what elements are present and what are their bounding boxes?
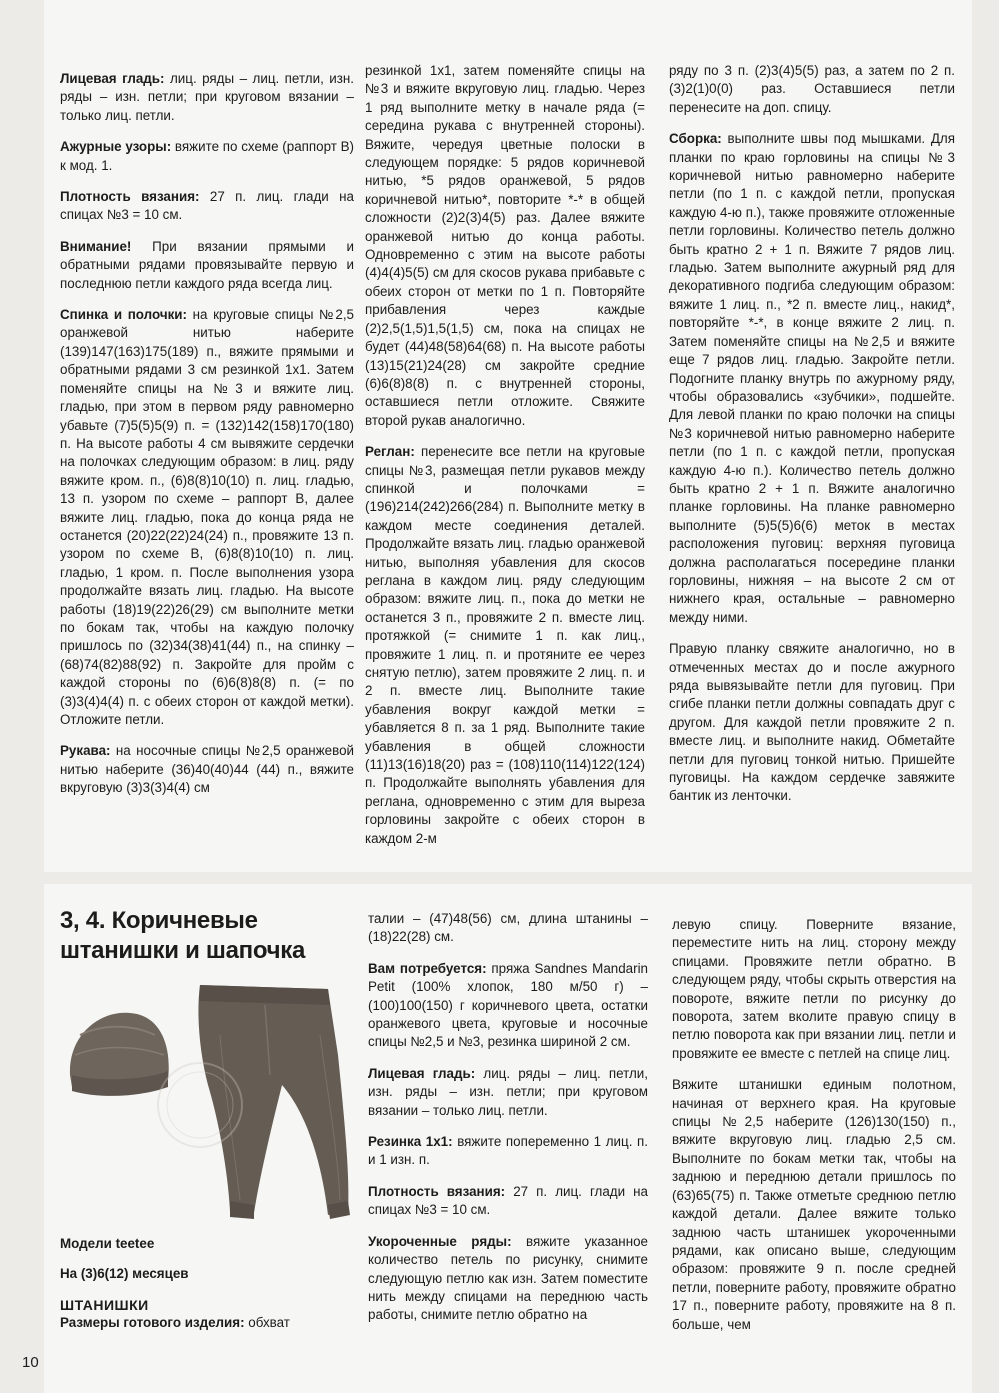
paragraph-text: на круговые спицы №2,5 оранжевой нитью наберите (139)147(163)175(189) п., вяжите прямыми и обратными рядами 3 см резинкой 1х1. Затем поменяйте спицы на №3 и вяжите лиц. гладью, при этом в первом ряду равномерно убавьте (7)5(5)5(9) п. = (132)142(158)170(180) п. На высоте работы 4 см вывяжите сердечки на полочках следующим образом: в лиц. ряду вяжите кром. п., (6)8(8)10(10) п. лиц. гладью, 13 п. узором по схеме – раппорт В, далее вяжите лиц. гладью, пока до конца ряда не останется (20)22(22)24(24) п., провяжите 13 п. узором по схеме В, (6)8(8)10(10) п. лиц. гладью, 1 кром. п. После выполнения узора продолжайте вязать лиц. гладью. На высоте работы (18)19(22)26(29) см выполните метки по бокам так, чтобы на каждую полочку пришлось по (32)34(38)41(44) п., на спинку – (68)74(82)88(92) п. Закройте для пройм с каждой стороны по (6)6(8)8(8) п. (= по (3)3(4)4(4) п. с обеих сторон от каждой метки). Отложите петли.	[60, 307, 354, 727]
paragraph-text: 27 п. лиц. глади на спицах №3 = 10 см.	[368, 1183, 648, 1218]
paragraph-text: резинкой 1х1, затем поменяйте спицы на №3 и вяжите вкруговую лиц. гладью. Через 1 ряд выполните метку в начале ряда (= середина рукава с внутренней стороны). Вяжите, чередуя цветные полоски в следующем порядке: 5 рядов коричневой нитью, *5 рядов оранжевой, 5 рядов коричневой нитью*, повторите *-* в общей сложности (2)2(3)4(5) раз. Далее вяжите оранжевой нитью до конца работы. Одновременно с этим на высоте работы (4)4(4)5(5) см для скосов рукава прибавьте с обеих сторон от метки по 1 п. Повторяйте прибавления через каждые (2)2,5(1,5)1,5(1,5) см, пока на спицах не будет (44)48(58)64(68) п. На высоте работы (13)15(21)24(28) см закройте средние (6)6(8)8(8) п. с внутренней стороны, оставшиеся петли отложите. Свяжите второй рукав аналогично.	[365, 63, 645, 428]
paragraph-label: Плотность вязания:	[60, 189, 200, 205]
paragraph-text: лиц. ряды – лиц. петли, изн. ряды – изн. петли; при круговом вязании – только лиц. петли.	[60, 71, 355, 123]
left-info-block	[60, 1235, 360, 1333]
paragraph-text: Вяжите штанишки единым полотном, начиная от верхнего края. На круговые спицы №2,5 наберите (126)130(150) п., вяжите вкруговую лиц. гладью 2,5 см. Выполните по бокам метки так, чтобы на заднюю и переднюю детали пришлось по (63)65(75) п. Также отметьте среднюю петлю каждой детали. Далее вяжите только заднюю часть штанишек укороченными рядами, как описано выше, следующим образом: провяжите 9 п. после средней петли, поверните работу, провяжите обратно 17 п., поверните работу, провяжите на 8 п. больше, чем	[672, 1077, 956, 1332]
paragraph-text: вяжите указанное количество петель по рисунку, снимите следующую петлю как изн. Затем поместите нить между спицами на переднюю часть работы, снимите петлю обратно на	[368, 1233, 648, 1323]
section-title-line-1: 3, 4. Коричневые	[60, 907, 258, 934]
paragraph-label: Лицевая гладь:	[60, 71, 165, 86]
paragraph-label: Резинка 1х1:	[368, 1134, 453, 1150]
paragraph-text: вяжите по схеме (раппорт В) к мод. 1.	[60, 139, 355, 173]
bottom-column-3	[672, 916, 956, 1334]
paragraph	[60, 70, 354, 125]
paragraph	[365, 62, 645, 430]
hat-image	[70, 1013, 169, 1096]
paragraph	[368, 1065, 648, 1120]
paragraph	[368, 910, 648, 947]
page-number: 10	[22, 1354, 39, 1371]
top-column-1	[60, 70, 354, 798]
paragraph	[365, 443, 645, 848]
paragraph-text: вяжите попеременно 1 лиц. п. и 1 изн. п.	[368, 1134, 649, 1168]
top-column-2	[365, 62, 645, 848]
paragraph-label: Ажурные узоры:	[60, 139, 172, 155]
paragraph-text: При вязании прямыми и обратными рядами провязывайте первую и последнюю петли каждого ряда всегда лиц.	[60, 238, 354, 291]
product-photo	[60, 975, 360, 1230]
paragraph-text: лиц. ряды – лиц. петли, изн. ряды – изн. петли; при круговом вязании – только лиц. петли.	[368, 1065, 649, 1118]
paragraph-text: ряду по 3 п. (2)3(4)5(5) раз, а затем по 2 п. (3)2(1)0(0) раз. Оставшиеся петли перенесите на доп. спицу.	[669, 63, 955, 115]
sizes-text: обхват	[244, 1315, 290, 1331]
paragraph-label: Лицевая гладь:	[368, 1065, 476, 1081]
paragraph-label: Рукава:	[60, 743, 111, 759]
paragraph-label: Спинка и полочки:	[60, 307, 187, 323]
paragraph-label: Реглан:	[365, 444, 415, 460]
pants-image	[198, 985, 350, 1219]
paragraph-text: перенесите все петли на круговые спицы №3, размещая петли рукавов между спинкой и полочками = (196)214(242)266(284) п. Выполните метку в каждом месте соединения деталей. Продолжайте вязать лиц. гладью оранжевой нитью, выполняя убавления для скосов реглана в каждом лиц. ряду следующим образом: вяжите лиц. п., пока до метки не останется 3 п., провяжите 2 п. вместе лиц. протяжкой (= снимите 1 п. как лиц., провяжите 1 лиц. п. и протяните ее через снятую петлю), затем провяжите 2 лиц. п. и 2 п. вместе лиц. Выполните такие убавления вокруг каждой метки = убавляется 8 п. за 1 ряд. Выполните такие убавления в общей сложности (11)13(16)18(20) раз = (108)110(114)122(124) п. Продолжайте выполнять убавления для реглана, одновременно с этим для выреза горловины закройте с обеих сторон в каждом 2-м	[365, 444, 645, 846]
paragraph	[60, 238, 354, 293]
paragraph	[60, 138, 354, 175]
paragraph-text: выполните швы под мышками. Для планки по краю горловины на спицы №3 коричневой нитью равномерно наберите петли (по 1 п. с каждой петли, пропуская каждую 4-ю п.), также провяжите отложенные петли горловины. Количество петель должно быть кратно 2 + 1 п. Вяжите 7 рядов лиц. гладью. Затем выполните ажурный ряд для декоративного подгиба следующим образом: вяжите 1 лиц. п., *2 п. вместе лиц., накид*, повторяйте *-*, в конце вяжите 2 лиц. п. Затем поменяйте спицы на №2,5 и вяжите еще 7 рядов лиц. гладью. Закройте петли. Подогните планку внутрь по ажурному ряду, чтобы образовались «зубчики», подшейте. Для левой планки по краю полочки на спицы №3 коричневой нитью равномерно наберите петли (по 1 п. с каждой петли, пропуская каждую 4-ю п.). Количество петель должно быть кратно 2 + 1 п. Вяжите аналогично планке горловины. На планке равномерно выполните (5)5(5)6(6) меток в местах расположения пуговиц: верхняя пуговица должна располагаться посередине планки горловины, нижняя – на высоте 2 см от нижнего края, остальные – равномерно между ними.	[669, 131, 955, 625]
paragraph-text: левую спицу. Поверните вязание, переместите нить на лиц. сторону между спицами. Провяжите петли обратно. В следующем ряду, чтобы скрыть отверстия на повороте, вяжите петли по рисунку до поворота, затем вколите правую спицу в петлю поворота как при вязании лиц. петли и провяжите ее вместе с петлей на спице лиц.	[672, 917, 956, 1061]
bottom-column-2	[368, 910, 648, 1325]
paragraph	[60, 188, 354, 225]
paragraph	[368, 1133, 648, 1170]
paragraph	[669, 62, 955, 117]
pants-heading: ШТАНИШКИ	[60, 1296, 149, 1313]
top-column-3	[669, 62, 955, 806]
paragraph-text: Правую планку свяжите аналогично, но в отмеченных местах до и после ажурного ряда вывязывайте петли для пуговиц. При сгибе планки петли должны совпадать друг с другом. Для каждой петли провяжите 2 п. вместе лиц. и выполните накид. Обметайте петли для пуговиц тонкой нитью. Пришейте пуговицы. На каждом сердечке завяжите бантик из ленточки.	[669, 641, 955, 804]
paragraph-label: Вам потребуется:	[368, 960, 487, 976]
section-title-line-2: штанишки и шапочка	[60, 937, 306, 964]
age-range: На (3)6(12) месяцев	[60, 1266, 189, 1282]
models-credit: Модели teetee	[60, 1236, 155, 1251]
sizes-label: Размеры готового изделия:	[60, 1315, 245, 1331]
paragraph	[368, 960, 648, 1052]
paragraph	[672, 1076, 956, 1334]
paragraph	[672, 916, 956, 1063]
paragraph-label: Внимание!	[60, 238, 132, 254]
paragraph	[669, 640, 955, 806]
paragraph-text: талии – (47)48(56) см, длина штанины – (18)22(28) см.	[368, 911, 648, 945]
paragraph	[368, 1183, 648, 1220]
paragraph-label: Сборка:	[669, 131, 722, 147]
paragraph	[368, 1233, 648, 1325]
paragraph-text: на носочные спицы №2,5 оранжевой нитью наберите (36)40(40)44 (44) п., вяжите вкруговую (3)3(3)4(4) см	[60, 743, 354, 796]
paragraph	[60, 306, 354, 729]
paragraph-text: 27 п. лиц. глади на спицах №3 = 10 см.	[60, 189, 355, 223]
paragraph	[60, 742, 354, 797]
paragraph-text: пряжа Sandnes Mandarin Petit (100% хлопок, 180 м/50 г) – (100)100(150) г коричневого цвета, остатки оранжевого цвета, круговые и носочные спицы №2,5 и №3, резинка шириной 2 см.	[368, 960, 648, 1050]
sizes-line	[60, 1314, 360, 1332]
paragraph-label: Плотность вязания:	[368, 1183, 506, 1199]
section-title	[60, 906, 360, 966]
paragraph-label: Укороченные ряды:	[368, 1233, 512, 1249]
paragraph	[669, 130, 955, 627]
